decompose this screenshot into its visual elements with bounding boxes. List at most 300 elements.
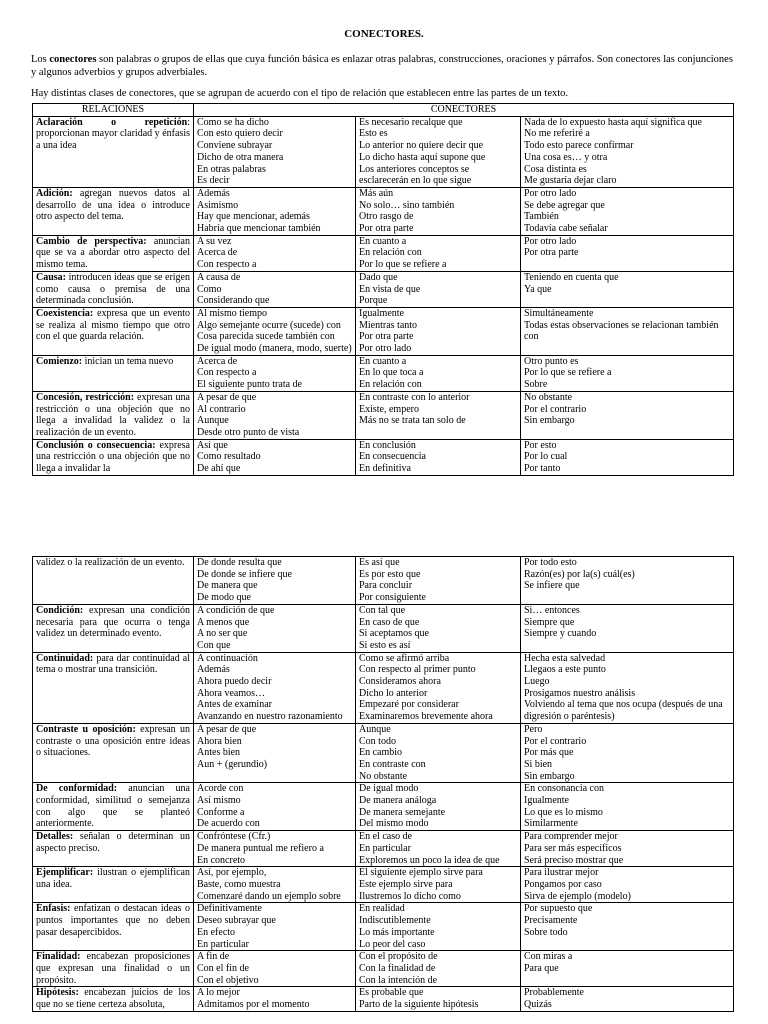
relation-cell — [33, 987, 194, 1011]
connector-phrase: Acorde con — [197, 783, 244, 795]
relation-description: para dar continuidad al tema o mostrar una transición. — [36, 652, 190, 676]
relation-description: inician un tema nuevo — [82, 355, 174, 367]
connector-phrase: Es necesario recalque que — [359, 116, 463, 128]
connector-column-cell — [194, 116, 356, 187]
relation-group-row — [33, 831, 734, 867]
connector-phrase: Con respecto a — [197, 367, 257, 379]
connector-column-cell — [194, 187, 356, 235]
connector-phrase: Así que — [197, 439, 228, 451]
relation-group-row — [33, 987, 734, 1011]
connector-phrase: Algo semejante ocurre (sucede) con — [197, 319, 341, 331]
connector-column-cell — [521, 116, 734, 187]
connector-phrase: Acerca de — [197, 355, 238, 367]
connector-phrase: Por supuesto que — [524, 903, 593, 915]
connector-phrase: En efecto — [197, 926, 236, 938]
relation-cell — [33, 951, 194, 987]
connector-phrase: Avanzando en nuestro razonamiento — [197, 711, 343, 723]
connector-phrase: En definitiva — [359, 463, 411, 475]
connector-phrase: Cosa distinta es — [524, 163, 587, 175]
relation-description: expresan una restricción o una objeción que no llega a invalidad la validez o la realización de un evento. — [36, 391, 190, 438]
page-header — [31, 28, 737, 108]
connector-phrase: Con la intención de — [359, 974, 438, 986]
connector-phrase: Por tanto — [524, 463, 561, 475]
connector-phrase: Para ilustrar mejor — [524, 867, 599, 879]
connector-phrase: Pongamos por caso — [524, 878, 602, 890]
connector-phrase: De manera puntual me refiero a — [197, 842, 324, 854]
relation-cell — [33, 723, 194, 783]
relation-name: Coexistencia: — [36, 307, 94, 319]
connector-phrase: Por más que — [524, 747, 574, 759]
connector-column-cell — [356, 391, 521, 439]
relation-name: Finalidad: — [36, 951, 81, 963]
connector-phrase: Acerca de — [197, 247, 238, 259]
connector-phrase: Del mismo modo — [359, 818, 429, 830]
connector-column-cell — [194, 831, 356, 867]
connector-column-cell — [356, 723, 521, 783]
relation-description: encabezan juicios de los que no se tiene certeza absoluta, — [36, 987, 190, 1011]
connector-column-cell — [521, 723, 734, 783]
relation-group-row — [33, 187, 734, 235]
connector-phrase: Todas estas observaciones se relacionan también con — [524, 319, 719, 343]
connector-phrase: Baste, como muestra — [197, 878, 281, 890]
connector-column-cell — [194, 783, 356, 831]
connector-column-cell — [194, 987, 356, 1011]
relation-cell — [33, 557, 194, 605]
connector-phrase: En vista de que — [359, 283, 421, 295]
connector-phrase: Este ejemplo sirve para — [359, 878, 453, 890]
connector-phrase: Con la finalidad de — [359, 962, 436, 974]
relation-name: Ejemplificar: — [36, 867, 94, 879]
connector-phrase: En cambio — [359, 747, 403, 759]
connector-column-cell — [356, 307, 521, 355]
connector-phrase: Admitamos por el momento — [197, 999, 310, 1011]
connector-column-cell — [194, 867, 356, 903]
connector-column-cell — [521, 271, 734, 307]
relation-group-row — [33, 307, 734, 355]
connector-phrase: Sirva de ejemplo (modelo) — [524, 890, 631, 902]
relation-cell — [33, 652, 194, 723]
relation-description: expresan un contraste o una oposición entre ideas o situaciones. — [36, 723, 190, 759]
relation-cell — [33, 604, 194, 652]
connector-phrase: Más aún — [359, 187, 394, 199]
connector-phrase: De ahí que — [197, 463, 241, 475]
relation-description: : proporcionan mayor claridad y énfasis a una idea — [36, 116, 190, 152]
connector-phrase: Con el propósito de — [359, 951, 438, 963]
connector-phrase: Lo dicho hasta aquí supone que — [359, 151, 486, 163]
connector-phrase: Conforme a — [197, 806, 245, 818]
relation-cell — [33, 903, 194, 951]
connector-phrase: Como se afirmó arriba — [359, 652, 450, 664]
connector-phrase: Simultáneamente — [524, 307, 594, 319]
connector-phrase: Por lo que se refiere a — [524, 367, 612, 379]
connector-phrase: Comenzaré dando un ejemplo sobre — [197, 890, 341, 902]
relation-group-row — [33, 116, 734, 187]
connector-phrase: Se debe agregar que — [524, 199, 605, 211]
connector-phrase: En particular — [359, 842, 411, 854]
connector-phrase: Habría que mencionar también — [197, 223, 321, 235]
relation-group-row — [33, 903, 734, 951]
connector-phrase: Además — [197, 187, 230, 199]
connector-phrase: Confróntese (Cfr.) — [197, 831, 271, 843]
connector-phrase: Dicho de otra manera — [197, 151, 284, 163]
connector-phrase: Conviene subrayar — [197, 140, 273, 152]
connector-phrase: Aun + (gerundio) — [197, 758, 268, 770]
connector-phrase: Aunque — [197, 415, 229, 427]
connector-column-cell — [356, 951, 521, 987]
relation-description: expresa que un evento se realiza al mismo tiempo que otro con el que guarda relación. — [36, 307, 190, 343]
connector-phrase: Similarmente — [524, 818, 578, 830]
connector-phrase: A su vez — [197, 235, 232, 247]
connector-column-cell — [521, 604, 734, 652]
connector-column-cell — [521, 355, 734, 391]
connector-column-cell — [194, 903, 356, 951]
relation-cell — [33, 867, 194, 903]
connector-phrase: Me gustaría dejar claro — [524, 175, 617, 187]
relation-group-row — [33, 604, 734, 652]
connector-phrase: Más no se trata tan solo de — [359, 415, 466, 427]
connector-phrase: Con que — [197, 639, 231, 651]
connector-phrase: A lo mejor — [197, 987, 240, 999]
connector-phrase: En realidad — [359, 903, 405, 915]
connector-phrase: De donde se infiere que — [197, 568, 292, 580]
connector-phrase: Será preciso mostrar que — [524, 854, 624, 866]
connector-phrase: Quizás — [524, 999, 552, 1011]
connector-phrase: Al contrario — [197, 403, 246, 415]
connector-column-cell — [356, 604, 521, 652]
connector-column-cell — [356, 271, 521, 307]
connector-phrase: Igualmente — [524, 795, 569, 807]
connector-column-cell — [194, 557, 356, 605]
connector-phrase: Hecha esta salvedad — [524, 652, 606, 664]
connector-phrase: En relación con — [359, 379, 422, 391]
relation-cell — [33, 391, 194, 439]
connector-phrase: Los anteriores conceptos se — [359, 163, 470, 175]
relation-description: señalan o determinan un aspecto preciso. — [36, 831, 190, 854]
relation-description: ilustran o ejemplifican una idea. — [36, 867, 190, 890]
connector-phrase: Indiscutiblemente — [359, 915, 431, 927]
connector-phrase: Ya que — [524, 283, 552, 295]
connector-column-cell — [356, 652, 521, 723]
intro-paragraph-1: Los conectores son palabras o grupos de ellas que cuya función básica es enlazar otras palabras, construcciones, oraciones y párrafos. Son conectores las conjunciones y algunos adverbios y grupos adverbiales. — [31, 54, 733, 78]
connector-phrase: El siguiente ejemplo sirve para — [359, 867, 483, 879]
relation-name: Énfasis: — [36, 903, 71, 915]
connector-phrase: Aunque — [359, 723, 391, 735]
connector-column-cell — [194, 355, 356, 391]
connector-column-cell — [356, 116, 521, 187]
connector-phrase: Además — [197, 664, 230, 676]
relation-cell — [33, 439, 194, 475]
relation-description: anuncian una conformidad, similitud o semejanza con algo que se planteó anteriormente. — [36, 783, 190, 830]
connector-phrase: En concreto — [197, 854, 246, 866]
connector-phrase: En caso de que — [359, 616, 420, 628]
connector-phrase: En otras palabras — [197, 163, 266, 175]
relation-description: introducen ideas que se erigen como causa o premisa de una determinada conclusión. — [36, 271, 190, 307]
connector-phrase: Mientras tanto — [359, 319, 418, 331]
connector-phrase: Con tal que — [359, 604, 406, 616]
connector-phrase: Con el fin de — [197, 962, 249, 974]
connector-phrase: Nada de lo expuesto hasta aquí significa que — [524, 116, 702, 128]
connector-phrase: En conclusión — [359, 439, 416, 451]
connector-column-cell — [194, 235, 356, 271]
connector-column-cell — [194, 951, 356, 987]
connector-phrase: Con el objetivo — [197, 974, 259, 986]
connector-phrase: El siguiente punto trata de — [197, 379, 302, 391]
connector-column-cell — [521, 307, 734, 355]
connector-phrase: Sobre — [524, 379, 548, 391]
connector-column-cell — [356, 903, 521, 951]
connector-phrase: Con miras a — [524, 951, 573, 963]
connector-phrase: Con respecto a — [197, 259, 257, 271]
relation-name: Adición: — [36, 187, 73, 199]
connector-column-cell — [356, 439, 521, 475]
connector-phrase: A continuación — [197, 652, 258, 664]
relation-group-row — [33, 391, 734, 439]
connector-phrase: De igual modo (manera, modo, suerte) — [197, 343, 352, 355]
connector-phrase: Todo esto parece confirmar — [524, 140, 634, 152]
connector-phrase: Como resultado — [197, 451, 261, 463]
connector-phrase: Considerando que — [197, 295, 270, 307]
connector-phrase: En contraste con lo anterior — [359, 391, 470, 403]
relation-name: Hipótesis: — [36, 987, 79, 999]
relation-description: anuncian que se va a abordar otro aspecto del mismo tema. — [36, 235, 190, 271]
connector-column-cell — [356, 235, 521, 271]
relation-description: agregan nuevos datos al desarrollo de una idea o introduce otro aspecto del tema. — [36, 187, 190, 223]
connector-phrase: Sin embargo — [524, 770, 575, 782]
connector-column-cell — [194, 439, 356, 475]
connector-phrase: De manera que — [197, 580, 258, 592]
connector-phrase: Porque — [359, 295, 388, 307]
connector-phrase: Ahora puedo decir — [197, 676, 272, 688]
connector-phrase: Luego — [524, 676, 550, 688]
relation-name: Comienzo: — [36, 355, 83, 367]
connector-phrase: Asimismo — [197, 199, 239, 211]
connector-phrase: Exploremos un poco la idea de que — [359, 854, 500, 866]
relation-group-row — [33, 867, 734, 903]
connector-phrase: Cosa parecida sucede también con — [197, 331, 335, 343]
header-relaciones: RELACIONES — [33, 104, 194, 117]
connector-phrase: Por otra parte — [359, 223, 414, 235]
connector-column-cell — [521, 987, 734, 1011]
connector-phrase: De manera semejante — [359, 806, 446, 818]
relation-group-row — [33, 783, 734, 831]
connector-phrase: En relación con — [359, 247, 422, 259]
connector-phrase: Con respecto al primer punto — [359, 664, 476, 676]
connector-phrase: Por otro lado — [359, 343, 412, 355]
connector-phrase: Con esto quiero decir — [197, 128, 283, 140]
connector-phrase: Es decir — [197, 175, 230, 187]
connector-phrase: De modo que — [197, 592, 251, 604]
connector-phrase: En particular — [197, 938, 249, 950]
connector-phrase: Igualmente — [359, 307, 404, 319]
intro-paragraph-2: Hay distintas clases de conectores, que se agrupan de acuerdo con el tipo de relación que establecen entre las partes de un texto. — [31, 88, 569, 99]
relation-name: Conclusión o consecuencia: — [36, 439, 156, 451]
connector-phrase: A menos que — [197, 616, 250, 628]
connector-phrase: Todavía cabe señalar — [524, 223, 608, 235]
connector-column-cell — [356, 557, 521, 605]
relation-name: De conformidad: — [36, 783, 118, 795]
connector-phrase: También — [524, 211, 559, 223]
connector-phrase: Precisamente — [524, 915, 578, 927]
connector-phrase: Si esto es así — [359, 639, 411, 651]
connector-phrase: No solo… sino también — [359, 199, 455, 211]
connector-column-cell — [356, 867, 521, 903]
connector-phrase: De acuerdo con — [197, 818, 260, 830]
connector-column-cell — [521, 951, 734, 987]
connector-phrase: Como — [197, 283, 222, 295]
relation-group-row — [33, 271, 734, 307]
connector-column-cell — [194, 723, 356, 783]
connector-phrase: Otro rasgo de — [359, 211, 414, 223]
connector-phrase: Si bien — [524, 758, 553, 770]
connector-column-cell — [194, 391, 356, 439]
connector-column-cell — [356, 987, 521, 1011]
connector-phrase: Para ser más específicos — [524, 842, 622, 854]
connector-phrase: A pesar de que — [197, 391, 257, 403]
relation-cell — [33, 783, 194, 831]
relation-group-row — [33, 439, 734, 475]
relation-description: expresan una condición necesaria para que ocurra o tenga validez un determinado evento. — [36, 604, 190, 640]
connector-phrase: Por el contrario — [524, 735, 587, 747]
connector-phrase: Probablemente — [524, 987, 584, 999]
connector-phrase: Al mismo tiempo — [197, 307, 267, 319]
connector-phrase: Prosigamos nuestro análisis — [524, 687, 636, 699]
connector-phrase: Por otro lado — [524, 235, 577, 247]
bold-term: conectores — [49, 54, 97, 65]
document-title: CONECTORES. — [344, 28, 424, 40]
connector-column-cell — [521, 831, 734, 867]
connector-phrase: Para que — [524, 962, 559, 974]
connector-phrase: Sobre todo — [524, 926, 568, 938]
relation-name: Causa: — [36, 271, 67, 283]
connector-phrase: Lo que es lo mismo — [524, 806, 603, 818]
relation-description: validez o la realización de un evento. — [36, 557, 185, 568]
relation-cell — [33, 355, 194, 391]
connector-phrase: Dado que — [359, 271, 398, 283]
connector-phrase: A fin de — [197, 951, 230, 963]
connector-phrase: No obstante — [359, 770, 408, 782]
connector-phrase: Por todo esto — [524, 557, 577, 568]
connector-phrase: Empezaré por considerar — [359, 699, 459, 711]
connector-phrase: Dicho lo anterior — [359, 687, 428, 699]
connector-phrase: Hay que mencionar, además — [197, 211, 310, 223]
connector-phrase: Es así que — [359, 557, 400, 568]
connector-phrase: Esto es — [359, 128, 388, 140]
connector-column-cell — [194, 604, 356, 652]
connector-phrase: Si… entonces — [524, 604, 580, 616]
connector-column-cell — [356, 831, 521, 867]
connector-column-cell — [521, 903, 734, 951]
connector-phrase: Por esto — [524, 439, 557, 451]
connector-phrase: Por lo que se refiere a — [359, 259, 447, 271]
connector-phrase: De igual modo — [359, 783, 419, 795]
connector-phrase: En cuanto a — [359, 235, 407, 247]
connector-phrase: Por otra parte — [524, 247, 579, 259]
connector-phrase: Se infiere que — [524, 580, 580, 592]
connector-column-cell — [521, 652, 734, 723]
connector-phrase: Volviendo al tema que nos ocupa (después de una digresión o paréntesis) — [524, 699, 723, 723]
connector-phrase: A pesar de que — [197, 723, 257, 735]
connector-column-cell — [521, 187, 734, 235]
connector-phrase: Por otra parte — [359, 331, 414, 343]
connector-phrase: En lo que toca a — [359, 367, 424, 379]
connector-column-cell — [521, 557, 734, 605]
connector-column-cell — [194, 652, 356, 723]
connector-phrase: Con todo — [359, 735, 396, 747]
connector-phrase: Para concluir — [359, 580, 413, 592]
connector-phrase: Parto de la siguiente hipótesis — [359, 999, 479, 1011]
connector-phrase: Existe, empero — [359, 403, 419, 415]
connector-phrase: Lo más importante — [359, 926, 435, 938]
relation-description: enfatizan o destacan ideas o puntos importantes que no deben pasar desapercibidos. — [36, 903, 190, 938]
connector-phrase: Siempre y cuando — [524, 628, 597, 640]
connector-phrase: De donde resulta que — [197, 557, 282, 568]
relation-group-row — [33, 951, 734, 987]
connector-phrase: Razón(es) por la(s) cuál(es) — [524, 568, 635, 580]
connector-phrase: Lo peor del caso — [359, 938, 426, 950]
connector-phrase: Antes bien — [197, 747, 241, 759]
connector-phrase: A condición de que — [197, 604, 275, 616]
connector-phrase: Lo anterior no quiere decir que — [359, 140, 484, 152]
connectors-table-page-1 — [32, 103, 734, 476]
connector-phrase: No obstante — [524, 391, 573, 403]
connector-phrase: Por lo cual — [524, 451, 568, 463]
connector-phrase: Deseo subrayar que — [197, 915, 276, 927]
connector-phrase: Teniendo en cuenta que — [524, 271, 619, 283]
connector-phrase: Así mismo — [197, 795, 241, 807]
connector-phrase: En el caso de — [359, 831, 413, 843]
connector-phrase: Desde otro punto de vista — [197, 426, 300, 438]
relation-cell — [33, 116, 194, 187]
relation-cell — [33, 235, 194, 271]
relation-group-row — [33, 235, 734, 271]
relation-group-row — [33, 723, 734, 783]
relation-group-row — [33, 355, 734, 391]
connector-column-cell — [521, 867, 734, 903]
connector-column-cell — [356, 355, 521, 391]
relation-name: Concesión, restricción: — [36, 391, 135, 403]
connector-column-cell — [194, 271, 356, 307]
connector-phrase: Siempre que — [524, 616, 575, 628]
connector-phrase: En contraste con — [359, 758, 426, 770]
relation-name: Contraste u oposición: — [36, 723, 136, 735]
connector-phrase: A no ser que — [197, 628, 248, 640]
connector-phrase: Ahora veamos… — [197, 687, 266, 699]
connector-phrase: Consideramos ahora — [359, 676, 441, 688]
connector-phrase: Es probable que — [359, 987, 424, 999]
connector-phrase: Para comprender mejor — [524, 831, 618, 843]
connector-phrase: Pero — [524, 723, 543, 735]
connector-phrase: En cuanto a — [359, 355, 407, 367]
connector-phrase: Por consiguiente — [359, 592, 426, 604]
connector-phrase: De manera análoga — [359, 795, 437, 807]
connector-phrase: Una cosa es… y otra — [524, 151, 608, 163]
connector-phrase: Examinaremos brevemente ahora — [359, 711, 493, 723]
connector-phrase: Ilustremos lo dicho como — [359, 890, 461, 902]
relation-name: Aclaración o repetición — [36, 116, 188, 128]
connector-phrase: Otro punto es — [524, 355, 579, 367]
connector-phrase: Definitivamente — [197, 903, 262, 915]
relation-group-row — [33, 652, 734, 723]
connector-phrase: Ahora bien — [197, 735, 242, 747]
connector-phrase: En consecuencia — [359, 451, 426, 463]
connector-phrase: Por otro lado — [524, 187, 577, 199]
relation-cell — [33, 831, 194, 867]
connector-phrase: Sin embargo — [524, 415, 575, 427]
connector-phrase: Como se ha dicho — [197, 116, 269, 128]
relation-name: Cambio de perspectiva: — [36, 235, 147, 247]
connector-phrase: No me referiré a — [524, 128, 590, 140]
header-conectores: CONECTORES — [194, 104, 734, 117]
